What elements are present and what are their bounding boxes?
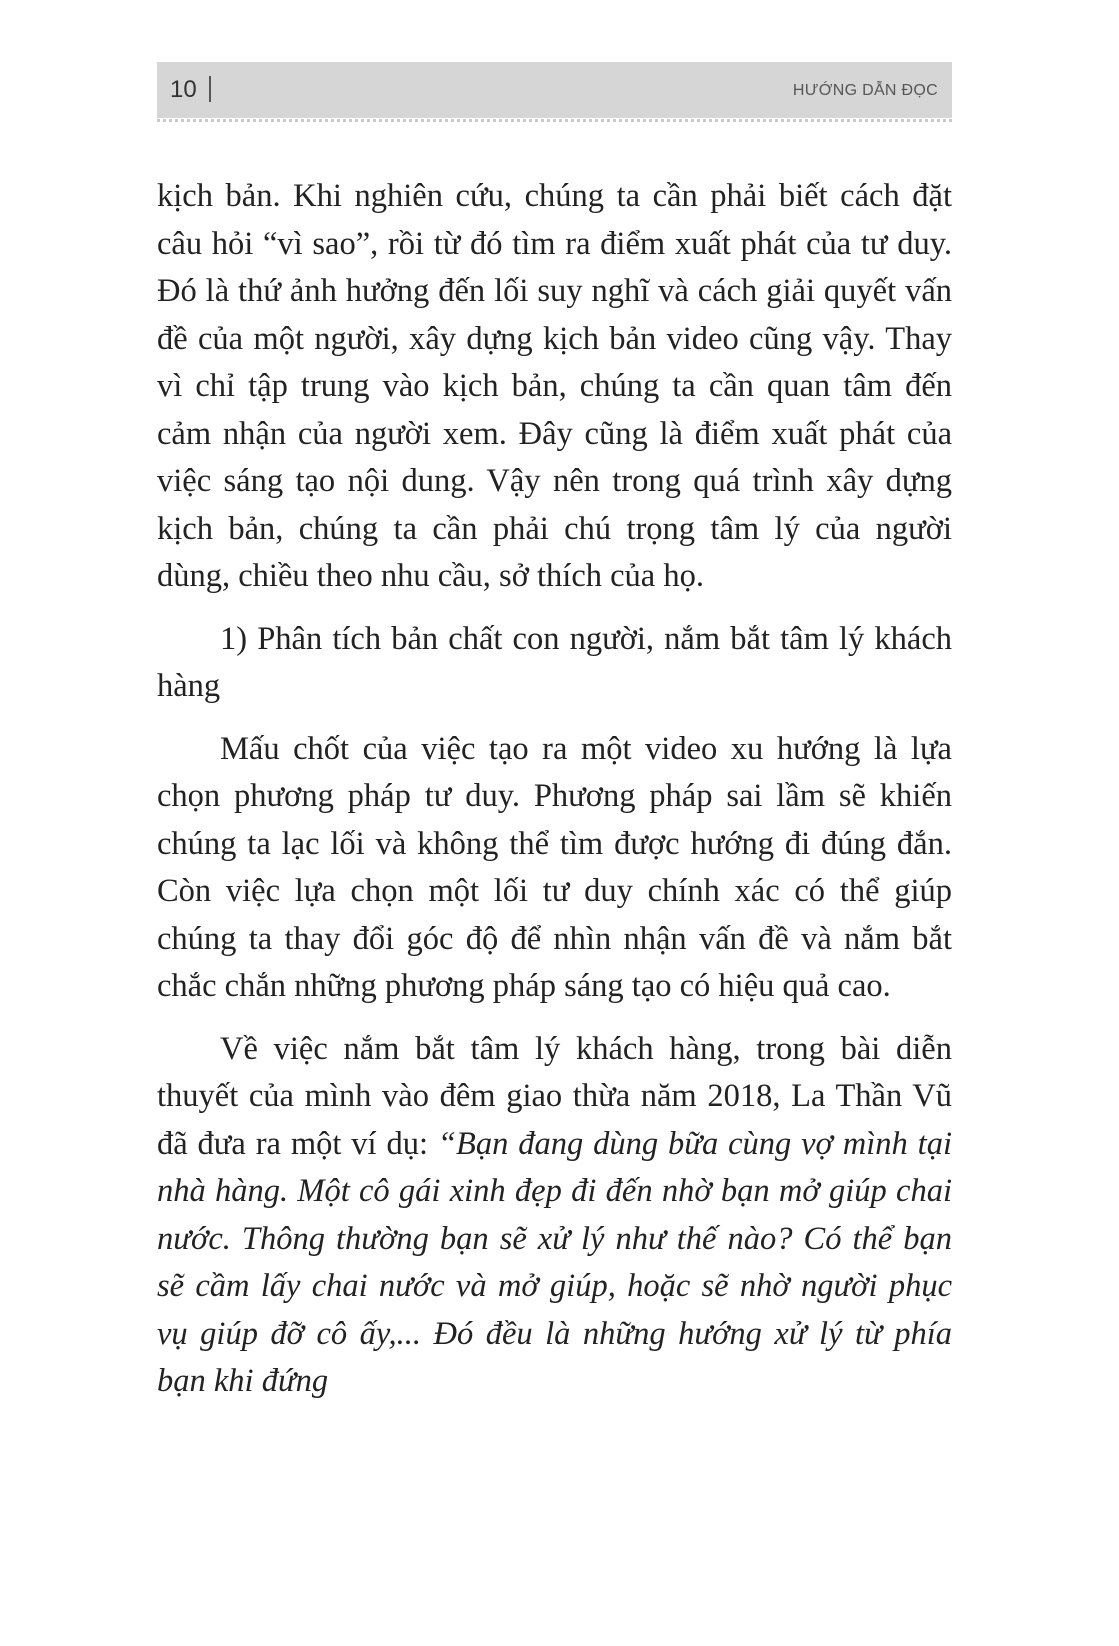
paragraph-continuation: kịch bản. Khi nghiên cứu, chúng ta cần phải biết cách đặt câu hỏi “vì sao”, rồi từ đó tìm ra điểm xuất phát của tư duy. Đó là thứ ảnh hưởng đến lối suy nghĩ và cách giải quyết vấn đề của một người, xây dựng kịch bản video cũng vậy. Thay vì chỉ tập trung vào kịch bản, chúng ta cần quan tâm đến cảm nhận của người xem. Đây cũng là điểm xuất phát của việc sáng tạo nội dung. Vậy nên trong quá trình xây dựng kịch bản, chúng ta cần phải chú trọng tâm lý của người dùng, chiều theo nhu cầu, sở thích của họ. <box>157 178 952 594</box>
quoted-example: “Bạn đang dùng bữa cùng vợ mình tại nhà hàng. Một cô gái xinh đẹp đi đến nhờ bạn mở giúp chai nước. Thông thường bạn sẽ xử lý như thế nào? Có thể bạn sẽ cầm lấy chai nước và mở giúp, hoặc sẽ nhờ người phục vụ giúp đỡ cô ấy,... Đó đều là những hướng xử lý từ phía bạn khi đứng <box>157 1125 952 1399</box>
page-body <box>157 173 952 1421</box>
section-heading: 1) Phân tích bản chất con người, nắm bắt tâm lý khách hàng <box>157 620 952 704</box>
header-dotted-rule <box>157 119 952 122</box>
page-number-divider <box>209 76 211 102</box>
paragraph-customer-psychology <box>157 1026 952 1406</box>
paragraph-intro-text: Về việc nắm bắt tâm lý khách hàng, trong bài diễn thuyết của mình vào đêm giao thừa năm 2018, La Thần Vũ đã đưa ra một ví dụ: <box>157 1030 952 1162</box>
page-header <box>157 62 952 118</box>
running-head: HƯỚNG DẪN ĐỌC <box>792 82 938 99</box>
paragraph-thinking-method: Mấu chốt của việc tạo ra một video xu hướng là lựa chọn phương pháp tư duy. Phương pháp sai lầm sẽ khiến chúng ta lạc lối và không thể tìm được hướng đi đúng đắn. Còn việc lựa chọn một lối tư duy chính xác có thể giúp chúng ta thay đổi góc độ để nhìn nhận vấn đề và nắm bắt chắc chắn những phương pháp sáng tạo có hiệu quả cao. <box>157 730 952 1004</box>
page-number: 10 <box>170 76 197 103</box>
